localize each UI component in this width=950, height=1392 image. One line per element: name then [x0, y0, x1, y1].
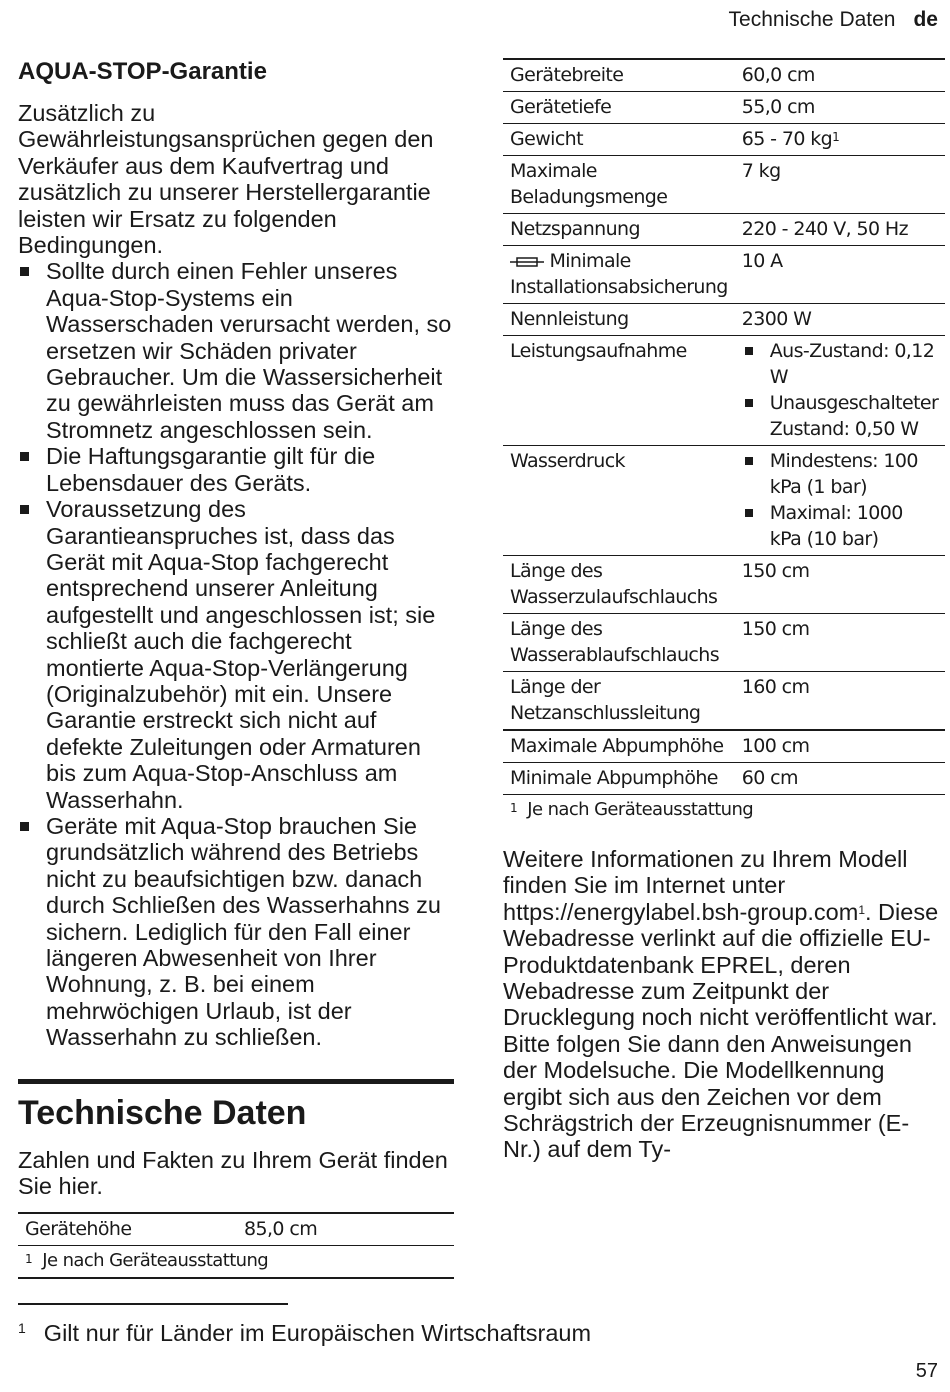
table-footnote	[503, 795, 945, 827]
table-row	[503, 730, 945, 763]
more-info-text: Weitere Informationen zu Ihrem Modell finden Sie im Internet unter https://energylabel.bsh-group.com	[503, 846, 908, 925]
spec-value	[735, 336, 945, 446]
aqua-stop-heading: AQUA-STOP-Garantie	[18, 58, 267, 85]
technical-data-heading: Technische Daten	[18, 1094, 307, 1132]
spec-label: Länge der Netzanschlussleitung	[510, 676, 701, 724]
spec-value: 150 cm	[741, 618, 810, 640]
spec-label: Minimale Abpumphöhe	[510, 767, 718, 789]
spec-value: 160 cm	[741, 676, 810, 698]
more-info-paragraph	[503, 846, 939, 1163]
spec-label: Maximale Abpumphöhe	[510, 735, 724, 757]
spec-label: Wasserdruck	[510, 450, 625, 472]
table-row	[18, 1213, 454, 1246]
list-item: Sollte durch einen Fehler unseres Aqua-Stop-Systems ein Wasserschaden verursacht werden, so ersetzen wir Schäden privater Gebraucher. Um die Wassersicherheit zu gewährleisten muss das Gerät am Stromnetz angeschlossen sein.	[18, 258, 454, 443]
table-row	[503, 304, 945, 336]
table-row	[503, 92, 945, 124]
page-footnote	[18, 1320, 591, 1347]
spec-value: 150 cm	[741, 560, 810, 582]
spec-label: Netzspannung	[510, 218, 640, 240]
list-item: Voraussetzung des Garantieanspruches ist, dass das Gerät mit Aqua-Stop fachgerecht entsprechend unserer Anleitung aufgestellt und angeschlossen ist; sie schließt auch die fachgerecht montierte Aqua-Stop-Verlängerung (Originalzubehör) mit ein. Unsere Garantie erstreckt sich nicht auf defekte Zuleitungen oder Armaturen bis zum Aqua-Stop-Anschluss am Wasserhahn.	[18, 496, 454, 813]
footnote-marker: 1	[832, 130, 840, 144]
spec-label: Gerätebreite	[510, 64, 624, 86]
footnote-text: Je nach Geräteausstattung	[42, 1249, 269, 1271]
spec-value	[735, 446, 945, 556]
list-item: Unausgeschalteter Zustand: 0,50 W	[742, 390, 938, 442]
spec-value: 55,0 cm	[741, 96, 815, 118]
header-language: de	[913, 8, 938, 31]
spec-value: 10 A	[741, 250, 783, 272]
list-item: Geräte mit Aqua-Stop brauchen Sie grundsätzlich während des Betriebs nicht zu beaufsichtigen bzw. danach durch Schließen des Wasserhahns zu sichern. Lediglich für den Fall einer längeren Abwesenheit von Ihrer Wohnung, z. B. bei einem mehrwöchigen Urlaub, ist der Wasserhahn zu schließen.	[18, 813, 454, 1051]
spec-value: 220 - 240 V, 50 Hz	[741, 218, 908, 240]
spec-label: Nennleistung	[510, 308, 629, 330]
footnote-marker: 1	[858, 902, 865, 917]
table-row	[503, 614, 945, 672]
technical-data-intro: Zahlen und Fakten zu Ihrem Gerät finden Sie hier.	[18, 1147, 448, 1200]
table-row	[503, 336, 945, 446]
table-row	[503, 556, 945, 614]
list-item: Die Haftungsgarantie gilt für die Lebensdauer des Geräts.	[18, 443, 454, 496]
spec-label: Gerätetiefe	[510, 96, 612, 118]
aqua-stop-intro: Zusätzlich zu Gewährleistungsansprüchen gegen den Verkäufer aus dem Kaufvertrag und zusätzlich zu unserer Herstellergarantie leisten wir Ersatz zu folgenden Bedingungen.	[18, 100, 434, 259]
table-row	[503, 59, 945, 92]
right-column	[503, 58, 939, 1163]
water-pressure-list	[742, 448, 938, 552]
power-consumption-list	[742, 338, 938, 442]
header-section: Technische Daten	[728, 8, 896, 31]
spec-table	[503, 58, 945, 826]
spec-value	[735, 124, 945, 156]
spec-value: 60,0 cm	[741, 64, 815, 86]
spec-label	[503, 246, 735, 304]
more-info-text-continued: . Diese Webadresse verlinkt auf die offizielle EU-Produktdatenbank EPREL, deren Webadresse zum Zeitpunkt der Drucklegung noch nicht veröffentlicht war. Bitte folgen Sie dann den Anweisungen der Modelsuche. Die Modellkennung ergibt sich aus den Zeichen vor dem Schrägstrich der Erzeugnisnummer (E-Nr.) auf dem Ty-	[503, 898, 939, 1163]
footnote-marker: 1	[25, 1251, 33, 1266]
spec-value: 7 kg	[741, 160, 781, 182]
table-row	[503, 246, 945, 304]
fuse-label: Minimale Installationsabsicherung	[510, 250, 728, 298]
section-rule	[18, 1079, 454, 1084]
left-column	[18, 58, 454, 1051]
list-item: Aus-Zustand: 0,12 W	[742, 338, 938, 390]
footnote-rule	[18, 1303, 288, 1305]
table-row	[503, 214, 945, 246]
footnote-text: Je nach Geräteausstattung	[527, 799, 754, 820]
spec-value: 2300 W	[741, 308, 812, 330]
technical-data-section	[18, 1079, 454, 1279]
spec-label: Leistungsaufnahme	[510, 340, 687, 362]
spec-value: 100 cm	[741, 735, 810, 757]
table-row	[503, 763, 945, 795]
table-row	[503, 124, 945, 156]
spec-label: Gewicht	[510, 128, 583, 150]
spec-label: Gerätehöhe	[25, 1217, 132, 1240]
page-number: 57	[915, 1360, 938, 1382]
table-footnote	[18, 1245, 454, 1278]
spec-value: 60 cm	[741, 767, 798, 789]
list-item: Maximal: 1000 kPa (10 bar)	[742, 500, 938, 552]
running-header	[729, 8, 938, 32]
footnote-number: 1	[18, 1320, 26, 1336]
spec-label: Länge des Wasserablaufschlauchs	[510, 618, 720, 666]
footnote-text: Gilt nur für Länder im Europäischen Wirtschaftsraum	[43, 1320, 592, 1346]
table-row	[503, 446, 945, 556]
spec-label: Länge des Wasserzulaufschlauchs	[510, 560, 718, 608]
footnote-marker: 1	[510, 801, 518, 815]
list-item: Mindestens: 100 kPa (1 bar)	[742, 448, 938, 500]
table-row	[503, 156, 945, 214]
weight-value: 65 - 70 kg	[741, 128, 833, 150]
spec-value: 85,0 cm	[244, 1217, 318, 1240]
table-row	[503, 672, 945, 731]
spec-label: Maximale Beladungsmenge	[510, 160, 668, 208]
height-table	[18, 1212, 454, 1279]
fuse-icon	[510, 256, 544, 268]
aqua-stop-conditions	[18, 258, 454, 1050]
